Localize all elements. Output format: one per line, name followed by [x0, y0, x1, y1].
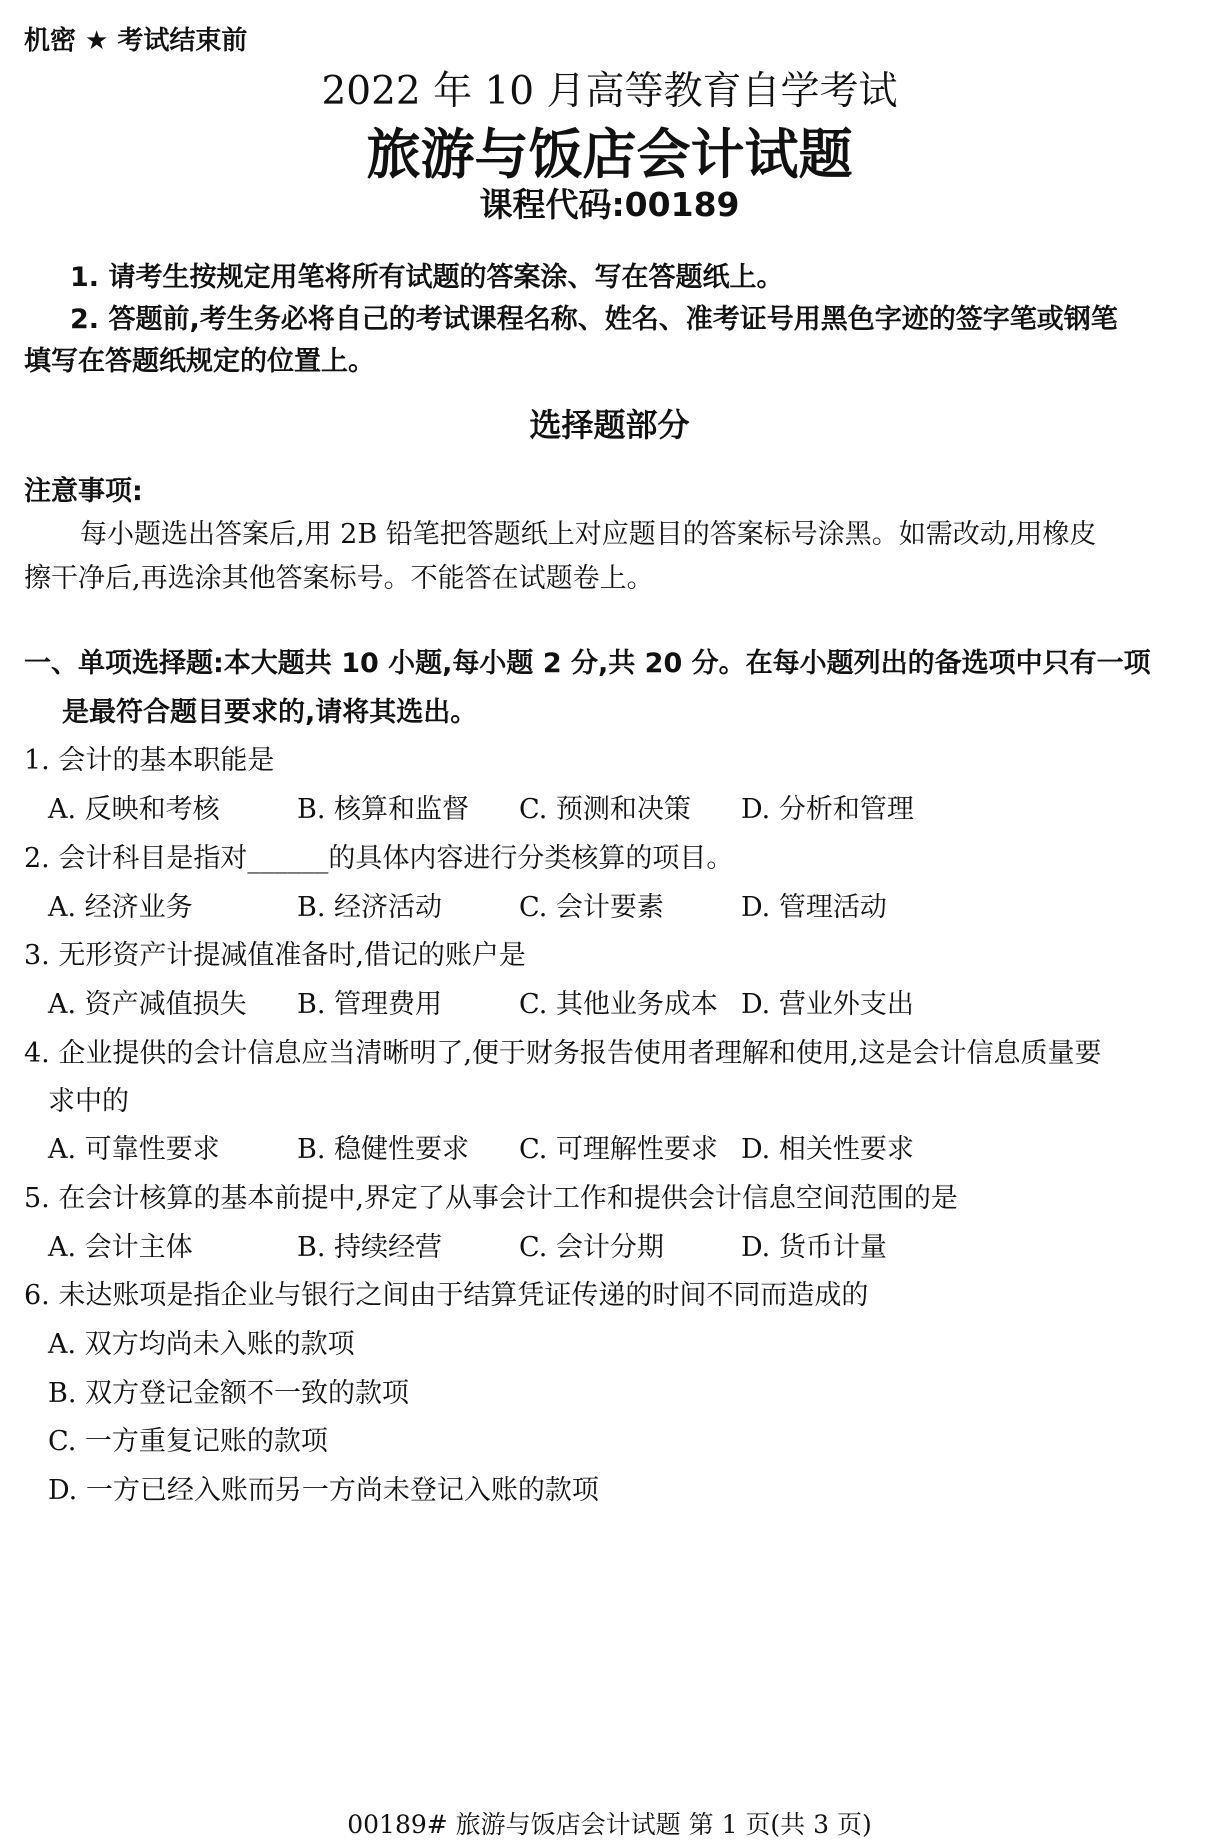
option: D. 货币计量: [741, 1232, 887, 1263]
option: D. 分析和管理: [741, 794, 914, 825]
option: A. 反映和考核: [48, 794, 220, 825]
option: B. 核算和监督: [297, 794, 470, 825]
question-stem: 1. 会计的基本职能是: [24, 745, 275, 776]
question-stem: 6. 未达账项是指企业与银行之间由于结算凭证传递的时间不同而造成的: [24, 1280, 869, 1311]
question-stem: 4. 企业提供的会计信息应当清晰明了,便于财务报告使用者理解和使用,这是会计信息质量要: [24, 1038, 1102, 1069]
option: B. 稳健性要求: [297, 1134, 470, 1165]
option: B. 管理费用: [297, 989, 443, 1020]
notes-line: 擦干净后,再选涂其他答案标号。不能答在试题卷上。: [24, 563, 654, 594]
option: D. 管理活动: [741, 892, 887, 923]
option: C. 一方重复记账的款项: [48, 1426, 328, 1457]
option: D. 营业外支出: [741, 989, 914, 1020]
confidential-label: 机密 ★ 考试结束前: [24, 26, 248, 56]
question-stem: 2. 会计科目是指对______的具体内容进行分类核算的项目。: [24, 843, 734, 874]
option: A. 会计主体: [48, 1232, 193, 1263]
option: B. 双方登记金额不一致的款项: [48, 1378, 410, 1409]
question-stem: 求中的: [48, 1086, 129, 1117]
question-stem: 5. 在会计核算的基本前提中,界定了从事会计工作和提供会计信息空间范围的是: [24, 1183, 958, 1214]
instruction-line: 填写在答题纸规定的位置上。: [24, 346, 375, 377]
option: C. 其他业务成本: [519, 989, 718, 1020]
option: D. 一方已经入账而另一方尚未登记入账的款项: [48, 1475, 599, 1506]
instruction-line: 2. 答题前,考生务必将自己的考试课程名称、姓名、准考证号用黑色字迹的签字笔或钢笔: [70, 304, 1118, 335]
option: A. 资产减值损失: [48, 989, 247, 1020]
option: A. 经济业务: [48, 892, 193, 923]
instruction-line: 1. 请考生按规定用笔将所有试题的答案涂、写在答题纸上。: [70, 262, 784, 293]
course-code: 课程代码:00189: [479, 185, 740, 224]
notes-line: 每小题选出答案后,用 2B 铅笔把答题纸上对应题目的答案标号涂黑。如需改动,用橡皮: [80, 519, 1097, 550]
question-stem: 3. 无形资产计提减值准备时,借记的账户是: [24, 940, 526, 971]
subject-title: 旅游与饭店会计试题: [366, 123, 853, 186]
exam-title: 2022 年 10 月高等教育自学考试: [321, 69, 898, 114]
notes-heading: 注意事项:: [24, 476, 143, 507]
option: C. 预测和决策: [519, 794, 691, 825]
section-title: 选择题部分: [529, 406, 690, 444]
option: D. 相关性要求: [741, 1134, 914, 1165]
option: C. 会计要素: [519, 892, 664, 923]
part-heading: 是最符合题目要求的,请将其选出。: [62, 697, 478, 728]
option: B. 持续经营: [297, 1232, 443, 1263]
option: C. 会计分期: [519, 1232, 664, 1263]
page-footer: 00189# 旅游与饭店会计试题 第 1 页(共 3 页): [347, 1810, 872, 1839]
part-heading: 一、单项选择题:本大题共 10 小题,每小题 2 分,共 20 分。在每小题列出的备选项中只有一项: [24, 648, 1151, 679]
option: B. 经济活动: [297, 892, 443, 923]
option: C. 可理解性要求: [519, 1134, 718, 1165]
option: A. 双方均尚未入账的款项: [48, 1329, 355, 1360]
option: A. 可靠性要求: [48, 1134, 220, 1165]
